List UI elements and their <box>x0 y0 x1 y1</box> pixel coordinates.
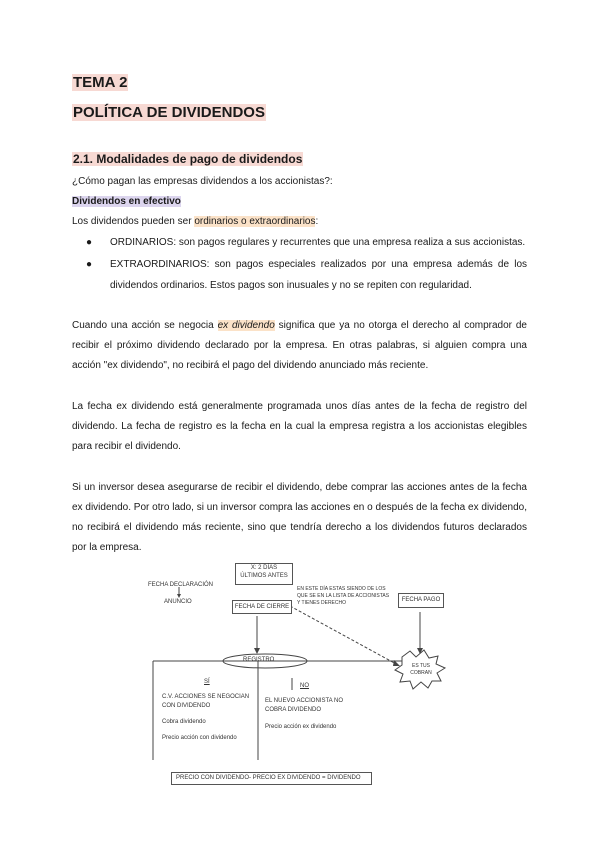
fecha-pago-box: FECHA PAGO <box>398 593 444 608</box>
p1-line1: Cuando una acción se negocia ex dividendo significa que ya no otorga el derecho al comprador de <box>72 320 527 331</box>
registro-label: REGISTRO <box>243 657 275 663</box>
p1-line2: recibir el próximo dividendo declarado por la empresa. En otras palabras, si alguien compra una <box>72 340 527 351</box>
bullet-dot: ● <box>86 259 93 270</box>
p2-line3: para recibir el dividendo. <box>72 441 181 452</box>
page-title: POLÍTICA DE DIVIDENDOS <box>73 104 265 121</box>
anuncio-label: ANUNCIO <box>164 599 192 605</box>
arrowhead <box>254 648 260 654</box>
p2-line2: dividendo. La fecha de registro es la fecha en la cual la empresa registra a los accionistas elegibles <box>72 421 527 432</box>
bullet-extraordinarios-line1: EXTRAORDINARIOS: son pagos especiales realizados por una empresa además de los <box>110 259 527 270</box>
section-heading: 2.1. Modalidades de pago de dividendos <box>73 152 303 166</box>
fecha-cierre-box: FECHA DE CIERRE <box>232 600 292 614</box>
p3-line2: ex dividendo. Por otro lado, si un inversor compra las acciones en o después de la fecha ex dividendo, <box>72 502 527 513</box>
cobran-label: ES TUS COBRAN <box>410 663 432 676</box>
tema-title: TEMA 2 <box>73 74 128 91</box>
bullet-extraordinarios-line2: dividendos ordinarios. Estos pagos son inusuales y no se repiten con regularidad. <box>110 280 472 291</box>
no-label: NO <box>300 683 309 689</box>
dividend-diagram <box>140 560 470 790</box>
intro-line: Los dividendos pueden ser ordinarios o extraordinarios: <box>72 216 319 227</box>
si-label: SÍ <box>204 679 210 685</box>
p2-line1: La fecha ex dividendo está generalmente programada unos días antes de la fecha de registro del <box>72 401 527 412</box>
left-text: C.V. ACCIONES SE NEGOCIAN CON DIVIDENDO Cobra dividendo Precio acción con dividendo <box>162 694 250 741</box>
p3-line1: Si un inversor desea asegurarse de recibir el dividendo, debe comprar las acciones antes de la fecha <box>72 482 527 493</box>
right-text: EL NUEVO ACCIONISTA NO COBRA DIVIDENDO Precio acción ex dividendo <box>265 698 344 730</box>
p3-line3: no recibirá el dividendo más reciente, sino que tendría derecho a los dividendos futuros declarados <box>72 522 527 533</box>
bullet-dot: ● <box>86 237 93 248</box>
note-text: EN ESTE DÍA ESTAS SIENDO DE LOS QUE SE EN LA LISTA DE ACCIONISTAS Y TIENES DERECHO <box>297 586 390 606</box>
dashed-arrow <box>290 606 398 665</box>
formula-box: PRECIO CON DIVIDENDO- PRECIO EX DIVIDENDO = DIVIDENDO <box>171 772 372 785</box>
p1-line3: acción "ex dividendo", no recibirá el pago del dividendo anunciado más reciente. <box>72 360 429 371</box>
question-line: ¿Cómo pagan las empresas dividendos a los accionistas?: <box>72 176 333 187</box>
fecha-declaracion-label: FECHA DECLARACIÓN <box>148 582 214 588</box>
bullet-ordinarios: ORDINARIOS: son pagos regulares y recurrentes que una empresa realiza a sus accionistas. <box>110 237 526 248</box>
dias-box: X: 2 DÍAS ÚLTIMOS ANTES <box>235 563 293 585</box>
subheading: Dividendos en efectivo <box>72 196 181 207</box>
p3-line4: por la empresa. <box>72 542 142 553</box>
